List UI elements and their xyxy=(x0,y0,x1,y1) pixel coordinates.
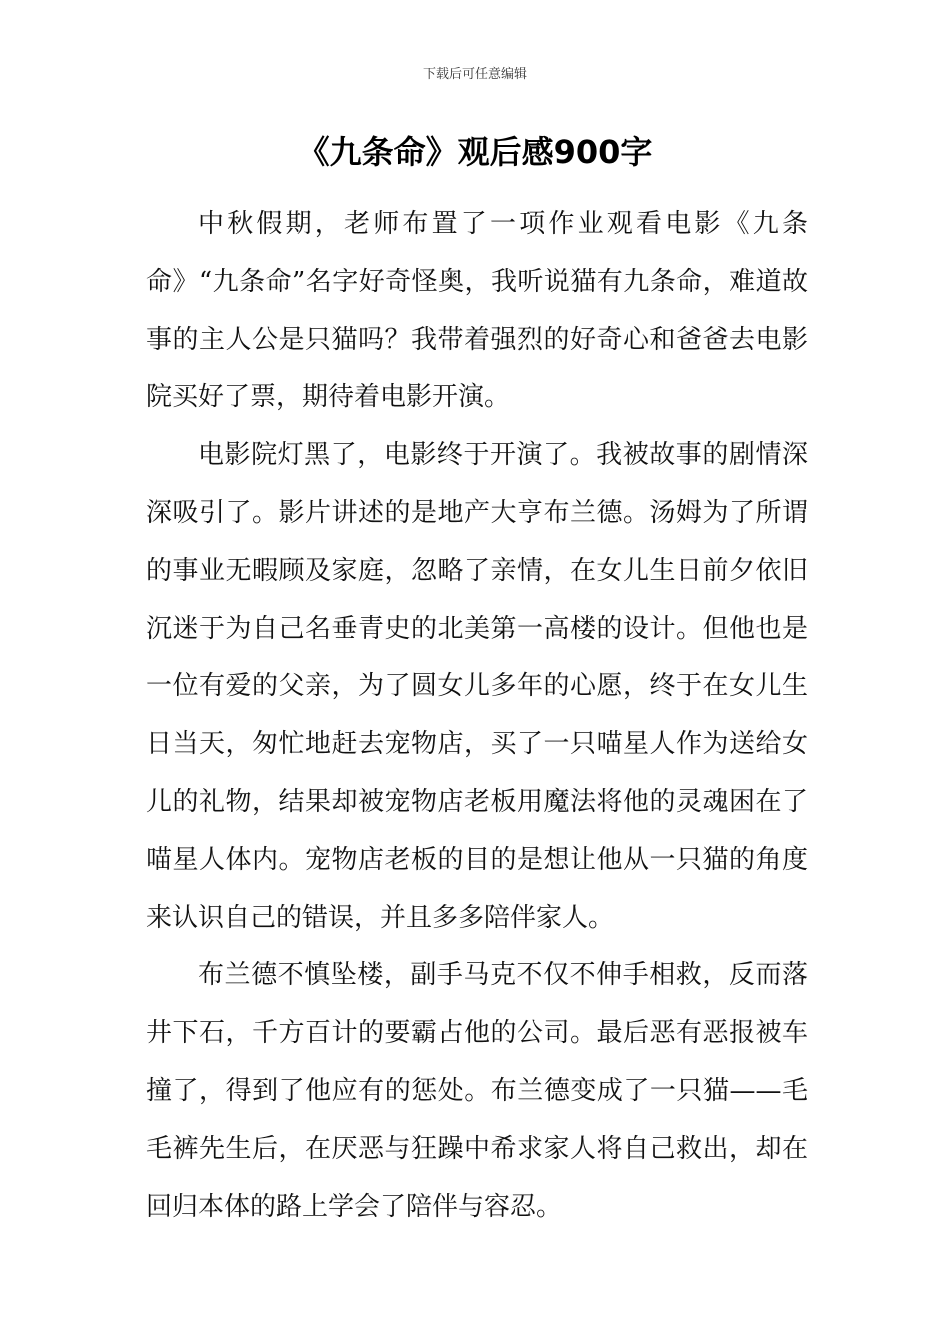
paragraph: 中秋假期，老师布置了一项作业观看电影《九条命》“九条命”名字好奇怪奥，我听说猫有九条命，难道故事的主人公是只猫吗？我带着强烈的好奇心和爸爸去电影院买好了票，期待着电影开演。 xyxy=(146,209,808,413)
paragraph: 布兰德不慎坠楼，副手马克不仅不伸手相救，反而落井下石，千方百计的要霸占他的公司。最后恶有恶报被车撞了，得到了他应有的惩处。布兰德变成了一只猫——毛毛裤先生后，在厌恶与狂躁中希求家人将自己救出，却在回归本体的路上学会了陪伴与容忍。 xyxy=(146,960,808,1222)
paragraph: 电影院灯黑了，电影终于开演了。我被故事的剧情深深吸引了。影片讲述的是地产大亨布兰德。汤姆为了所谓的事业无暇顾及家庭，忽略了亲情，在女儿生日前夕依旧沉迷于为自己名垂青史的北美第一高楼的设计。但他也是一位有爱的父亲，为了圆女儿多年的心愿，终于在女儿生日当天，匆忙地赶去宠物店，买了一只喵星人作为送给女儿的礼物，结果却被宠物店老板用魔法将他的灵魂困在了喵星人体内。宠物店老板的目的是想让他从一只猫的角度来认识自己的错误，并且多多陪伴家人。 xyxy=(146,440,808,933)
document-body xyxy=(146,196,808,1236)
header-note: 下载后可任意编辑 xyxy=(422,67,527,82)
document-title: 《九条命》观后感900字 xyxy=(297,133,653,171)
